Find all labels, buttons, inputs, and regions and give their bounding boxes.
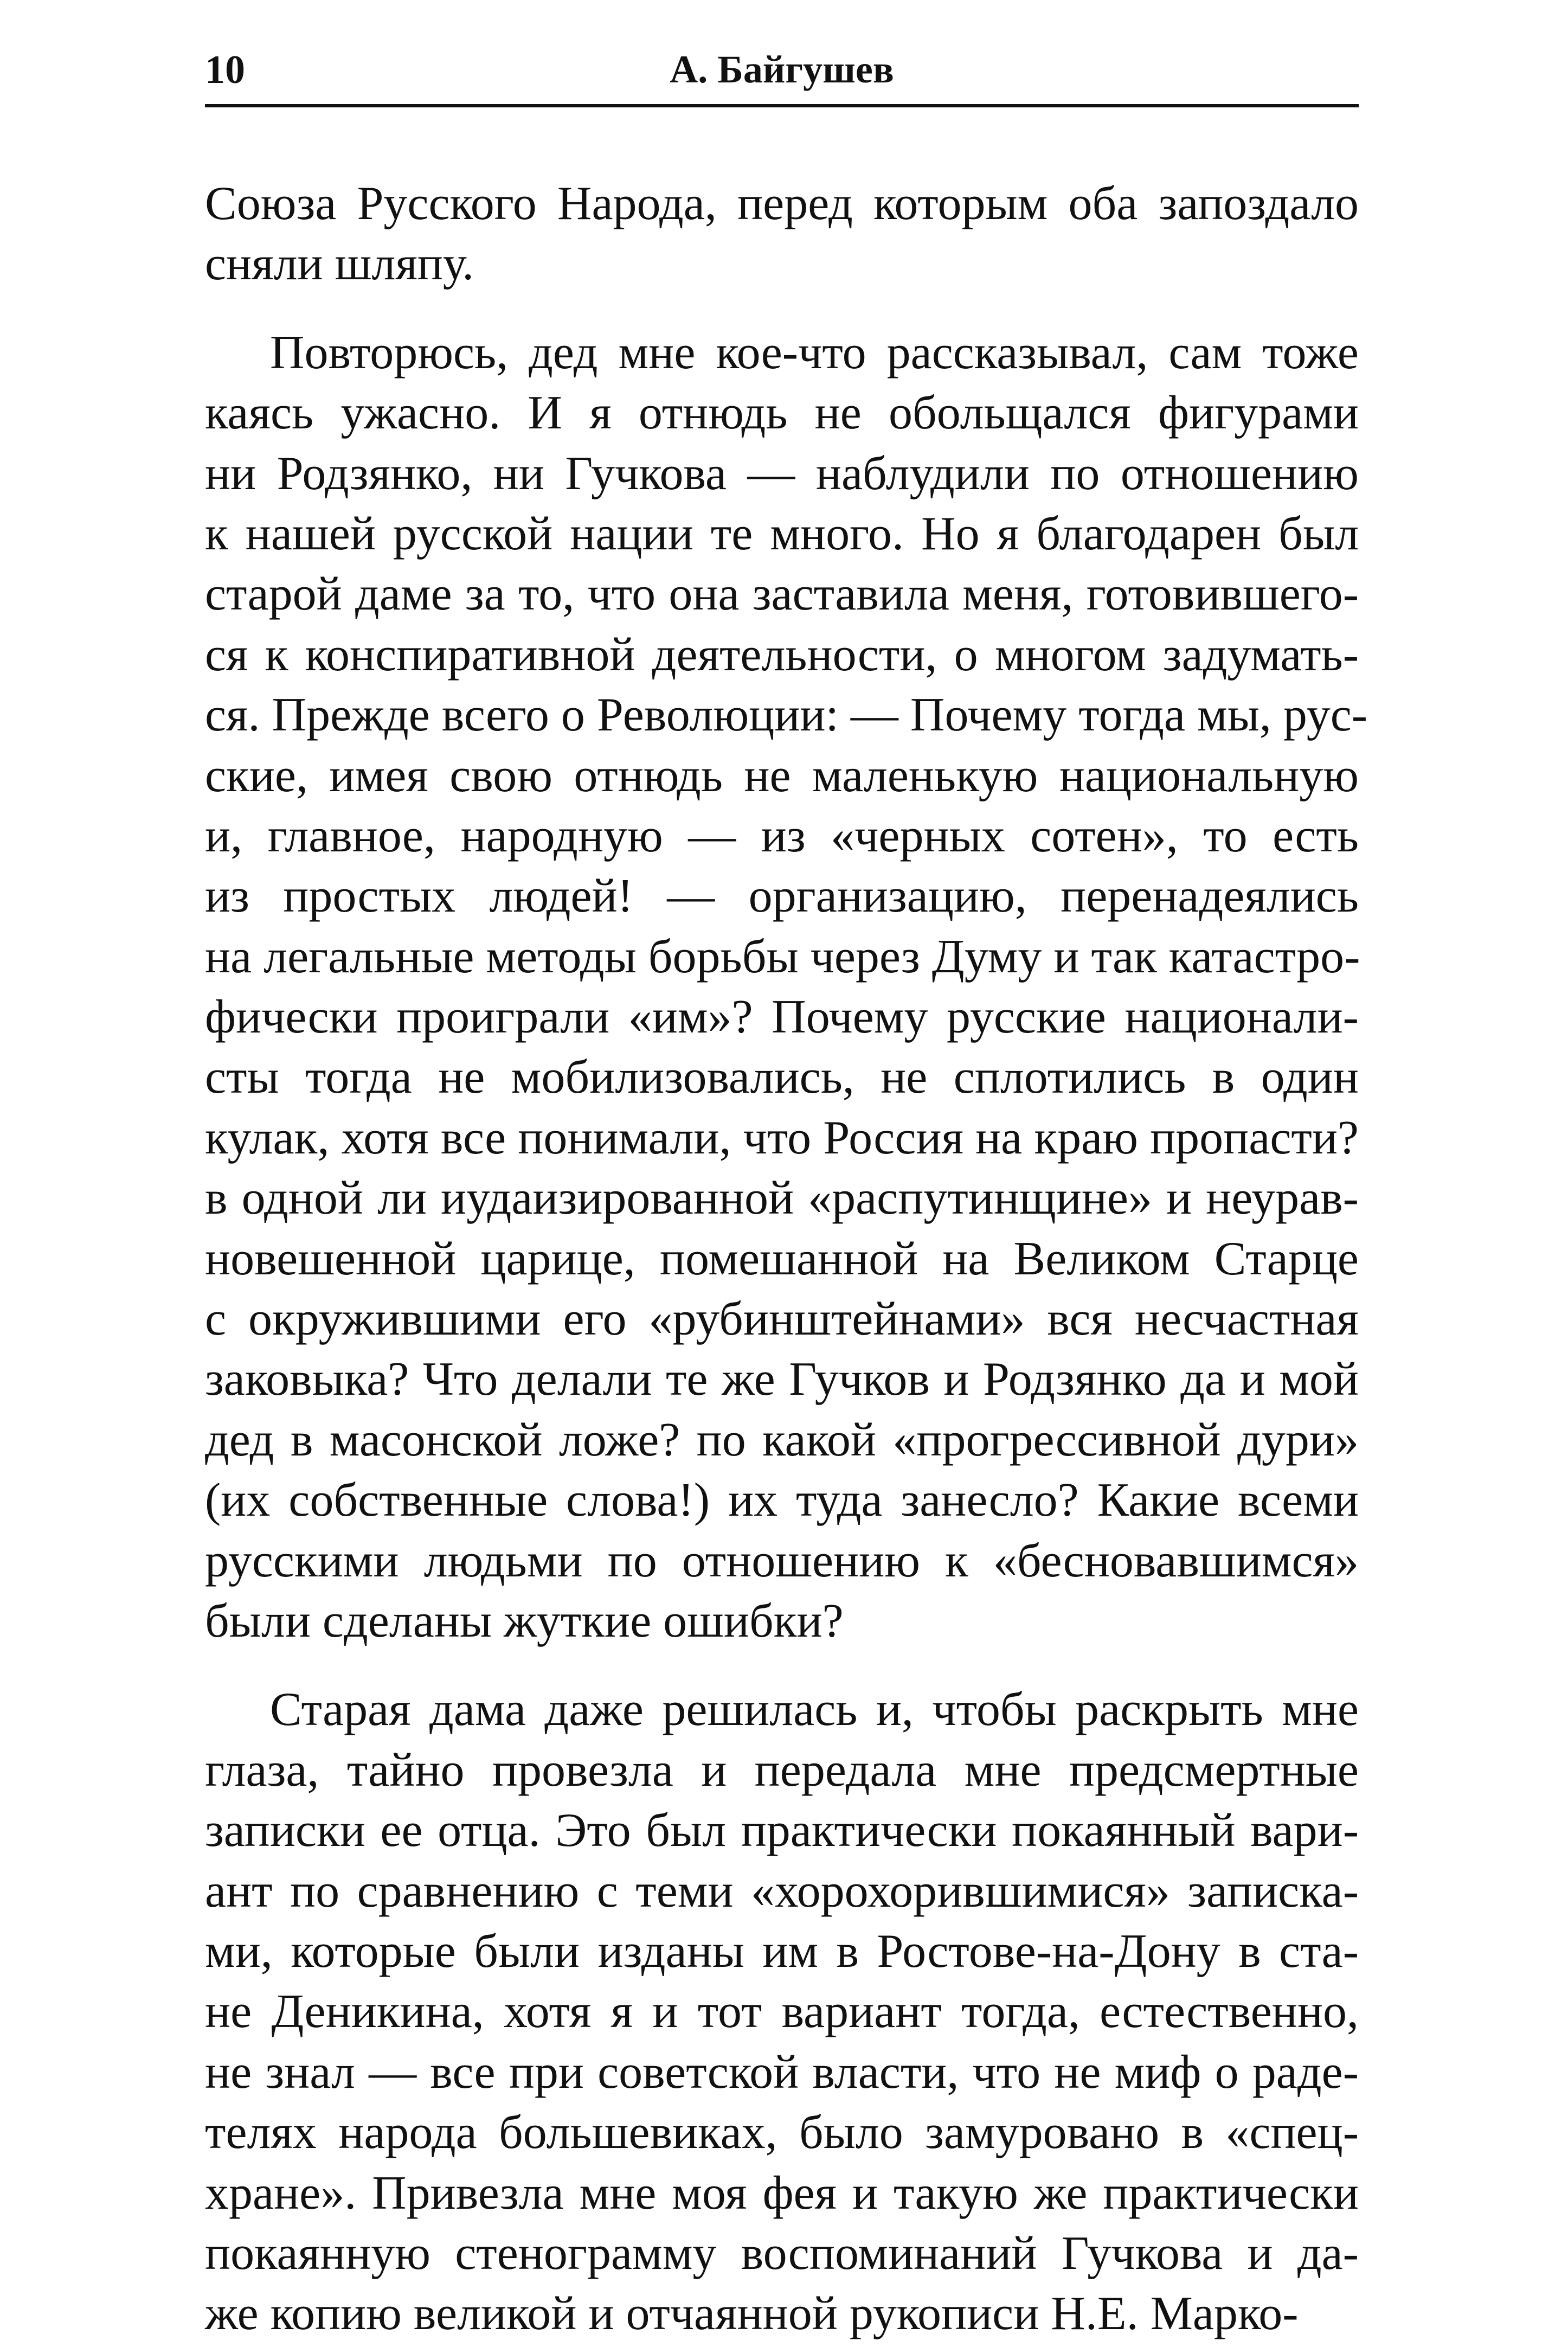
page-text: [205, 174, 1368, 2344]
text-line: русскими людьми по отношению к «бесновавшимся»: [205, 1534, 1359, 1587]
paragraph: [205, 174, 1359, 294]
text-line: кулак, хотя все понимали, что Россия на краю пропасти?: [205, 1111, 1359, 1164]
text-line: дед в масонской ложе? по какой «прогрессивной дури»: [205, 1413, 1359, 1466]
text-line: старой даме за то, что она заставила меня, готовившего-: [205, 568, 1359, 621]
paragraph: [205, 323, 1368, 1652]
text-line: ни Родзянко, ни Гучкова — наблудили по отношению: [205, 447, 1359, 500]
text-line: же копию великой и отчаянной рукописи Н.Е. Марко-: [205, 2287, 1299, 2340]
text-line: телях народа большевиках, было замуровано в «спец-: [205, 2106, 1359, 2159]
text-line: ант по сравнению с теми «хорохорившимися» записка-: [205, 1864, 1359, 1918]
text-line: (их собственные слова!) их туда занесло? Какие всеми: [205, 1474, 1359, 1527]
text-line: и, главное, народную — из «черных сотен», то есть: [205, 809, 1359, 862]
text-line: сты тогда не мобилизовались, не сплотились в один: [205, 1051, 1359, 1104]
text-line: фически проиграли «им»? Почему русские национали-: [205, 991, 1359, 1044]
text-line: к нашей русской нации те много. Но я благодарен был: [205, 507, 1359, 560]
text-line: были сделаны жуткие ошибки?: [205, 1594, 844, 1647]
running-head: [205, 48, 1359, 107]
text-line: в одной ли иудаизированной «распутинщине» и неурав-: [205, 1172, 1359, 1225]
text-line: Повторюсь, дед мне кое-что рассказывал, сам тоже: [270, 326, 1359, 379]
text-line: хране». Привезла мне моя фея и такую же практически: [205, 2166, 1359, 2220]
text-line: не знал — все при советской власти, что не миф о раде-: [205, 2045, 1359, 2099]
paragraph: [205, 1679, 1359, 2344]
running-head-author: А. Байгушев: [670, 48, 894, 91]
text-line: глаза, тайно провезла и передала мне предсмертные: [205, 1743, 1359, 1797]
text-line: ся. Прежде всего о Революции: — Почему тогда мы, рус-: [205, 689, 1368, 742]
text-line: Старая дама даже решилась и, чтобы раскрыть мне: [270, 1683, 1359, 1736]
text-line: из простых людей! — организацию, перенадеялись: [205, 870, 1359, 923]
text-line: не Деникина, хотя я и тот вариант тогда, естественно,: [205, 1985, 1359, 2038]
text-line: каясь ужасно. И я отнюдь не обольщался фигурами: [205, 387, 1359, 440]
text-line: записки ее отца. Это был практически покаянный вари-: [205, 1804, 1359, 1857]
text-line: с окружившими его «рубинштейнами» вся несчастная: [205, 1293, 1359, 1346]
text-line: Союза Русского Народа, перед которым оба запоздало: [205, 177, 1359, 230]
text-line: покаянную стенограмму воспоминаний Гучкова и да-: [205, 2227, 1359, 2280]
text-line: ми, которые были изданы им в Ростове-на-Дону в ста-: [205, 1925, 1359, 1978]
text-line: на легальные методы борьбы через Думу и так катастро-: [205, 930, 1360, 983]
text-line: новешенной царице, помешанной на Великом Старце: [205, 1232, 1359, 1285]
page-number: 10: [205, 48, 245, 92]
text-line: сняли шляпу.: [205, 238, 474, 291]
text-line: ские, имея свою отнюдь не маленькую национальную: [205, 749, 1359, 802]
text-line: ся к конспиративной деятельности, о многом задумать-: [205, 628, 1359, 681]
text-line: заковыка? Что делали те же Гучков и Родзянко да и мой: [205, 1353, 1359, 1406]
